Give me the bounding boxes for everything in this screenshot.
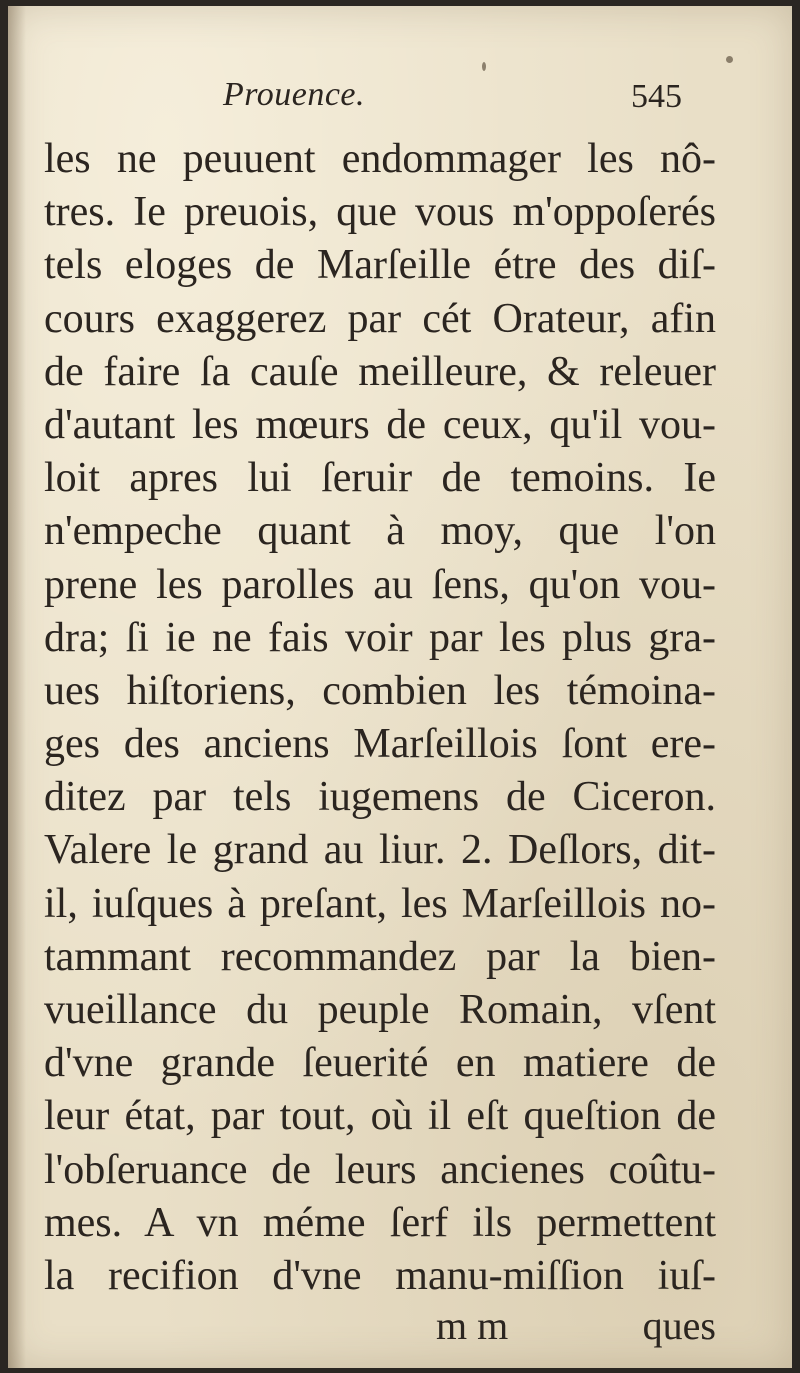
running-title: Prouence.	[223, 76, 366, 113]
text-line: vueillance du peuple Romain, vſent	[44, 987, 716, 1033]
text-line: mes. A vn méme ſerf ils permettent	[44, 1199, 716, 1246]
text-line: tres. Ie preuois, que vous m'oppoſerés	[44, 189, 716, 236]
signature-mark: m m	[436, 1303, 509, 1348]
text-line: n'empeche quant à moy, que l'on	[44, 508, 716, 555]
text-line: ditez par tels iugemens de Ciceron.	[44, 774, 716, 821]
body-text	[44, 133, 716, 1303]
text-line: cours exaggerez par cét Orateur, afin	[44, 295, 716, 342]
text-line: ges des anciens Marſeillois ſont ere-	[44, 721, 716, 768]
page-number: 545	[631, 78, 682, 115]
page-footer	[44, 1302, 716, 1352]
text-line: Valere le grand au liur. 2. Deſlors, dit-	[44, 827, 716, 874]
text-line: la recifion d'vne manu-miſſion iuſ-	[44, 1252, 716, 1299]
text-line: tels eloges de Marſeille étre des diſ-	[44, 242, 716, 289]
text-line: prene les parolles au ſens, qu'on vou-	[44, 561, 716, 608]
ink-spot	[482, 62, 486, 71]
text-line: loit apres lui ſeruir de temoins. Ie	[44, 455, 716, 502]
text-line: de faire ſa cauſe meilleure, & releuer	[44, 348, 716, 395]
page-header	[8, 74, 792, 124]
text-line: il, iuſques à preſant, les Marſeillois no-	[44, 880, 716, 927]
book-page	[8, 6, 792, 1368]
ink-spot	[726, 56, 733, 63]
text-line: tammant recommandez par la bien-	[44, 933, 716, 980]
text-line: leur état, par tout, où il eſt queſtion de	[44, 1093, 716, 1140]
text-line: d'autant les mœurs de ceux, qu'il vou-	[44, 401, 716, 448]
text-line: ues hiſtoriens, combien les témoina-	[44, 667, 716, 714]
text-line: d'vne grande ſeuerité en matiere de	[44, 1040, 716, 1087]
text-line: l'obſeruance de leurs ancienes coûtu-	[44, 1146, 716, 1193]
catchword: ques	[642, 1303, 716, 1348]
text-line: dra; ſi ie ne fais voir par les plus gra-	[44, 614, 716, 661]
text-line: les ne peuuent endommager les nô-	[44, 136, 716, 182]
